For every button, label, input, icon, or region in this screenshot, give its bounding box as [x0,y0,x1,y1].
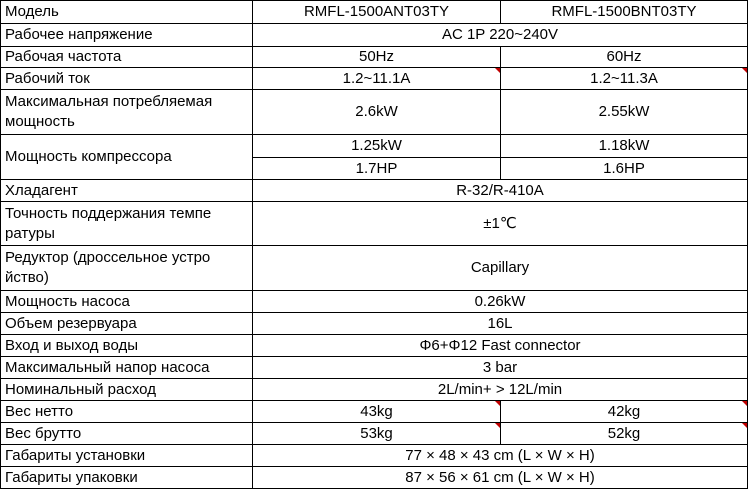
temp-accuracy-value: ±1℃ [253,202,748,246]
compressor-a-hp: 1.7HP [253,158,501,180]
frequency-b: 60Hz [501,47,748,68]
row-reducer [1,246,748,291]
pump-power-value: 0.26kW [253,291,748,313]
current-a-cell [253,68,501,90]
row-water-io [1,335,748,357]
gross-weight-b: 52kg [607,424,641,442]
comment-marker-icon [742,423,747,428]
reducer-label-line2: йство) [5,269,49,286]
max-power-label [1,90,253,135]
pump-power-label: Мощность насоса [1,291,253,313]
temp-accuracy-label [1,202,253,246]
comment-marker-icon [495,423,500,428]
gross-weight-b-cell [501,423,748,445]
current-b-cell [501,68,748,90]
pack-dims-label: Габариты упаковки [1,467,253,489]
temp-accuracy-label-line2: ратуры [5,224,55,242]
net-weight-b: 42kg [607,402,641,420]
refrigerant-value: R-32/R-410A [253,180,748,202]
row-model [1,1,748,24]
row-gross-weight [1,423,748,445]
pump-head-label: Максимальный напор насоса [1,357,253,379]
current-b: 1.2~11.3A [590,69,658,87]
pump-head-value: 3 bar [253,357,748,379]
tank-label: Объем резервуара [1,313,253,335]
row-pump-head [1,357,748,379]
comment-marker-icon [495,401,500,406]
row-max-power [1,90,748,135]
comment-marker-icon [495,68,500,73]
net-weight-label: Вес нетто [1,401,253,423]
water-io-label: Вход и выход воды [1,335,253,357]
model-label: Модель [1,1,253,24]
comment-marker-icon [742,68,747,73]
row-frequency [1,47,748,68]
max-power-a: 2.6kW [253,90,501,135]
row-current [1,68,748,90]
gross-weight-a-cell [253,423,501,445]
row-unit-dims [1,445,748,467]
compressor-label: Мощность компрессора [1,135,253,180]
row-refrigerant [1,180,748,202]
voltage-label: Рабочее напряжение [1,24,253,47]
flow-label: Номинальный расход [1,379,253,401]
compressor-b-hp: 1.6HP [501,158,748,180]
max-power-label-line1: Максимальная потребляемая [5,93,213,110]
max-power-label-line2: мощность [5,113,75,130]
max-power-b: 2.55kW [501,90,748,135]
water-io-value: Φ6+Φ12 Fast connector [253,335,748,357]
row-temp-accuracy [1,202,748,246]
row-compressor-kw [1,135,748,158]
model-b: RMFL-1500BNT03TY [501,1,748,24]
model-a: RMFL-1500ANT03TY [253,1,501,24]
net-weight-b-cell [501,401,748,423]
reducer-label-line1: Редуктор (дроссельное устро [5,249,211,266]
row-pump-power [1,291,748,313]
current-a: 1.2~11.1A [342,69,411,87]
temp-accuracy-label-line1: Точность поддержания темпе [5,204,212,222]
unit-dims-value: 77 × 48 × 43 cm (L × W × H) [253,445,748,467]
net-weight-a: 43kg [360,402,393,420]
pack-dims-value: 87 × 56 × 61 cm (L × W × H) [253,467,748,489]
compressor-a-kw: 1.25kW [253,135,501,158]
reducer-value: Capillary [253,246,748,291]
reducer-label [1,246,253,291]
current-label: Рабочий ток [1,68,253,90]
row-tank [1,313,748,335]
flow-value: 2L/min+ > 12L/min [253,379,748,401]
net-weight-a-cell [253,401,501,423]
voltage-value: AC 1P 220~240V [253,24,748,47]
frequency-label: Рабочая частота [1,47,253,68]
gross-weight-label: Вес брутто [1,423,253,445]
row-pack-dims [1,467,748,489]
gross-weight-a: 53kg [360,424,393,442]
compressor-b-kw: 1.18kW [501,135,748,158]
comment-marker-icon [742,401,747,406]
frequency-a: 50Hz [253,47,501,68]
row-voltage [1,24,748,47]
row-flow [1,379,748,401]
row-net-weight [1,401,748,423]
tank-value: 16L [253,313,748,335]
refrigerant-label: Хладагент [1,180,253,202]
unit-dims-label: Габариты установки [1,445,253,467]
